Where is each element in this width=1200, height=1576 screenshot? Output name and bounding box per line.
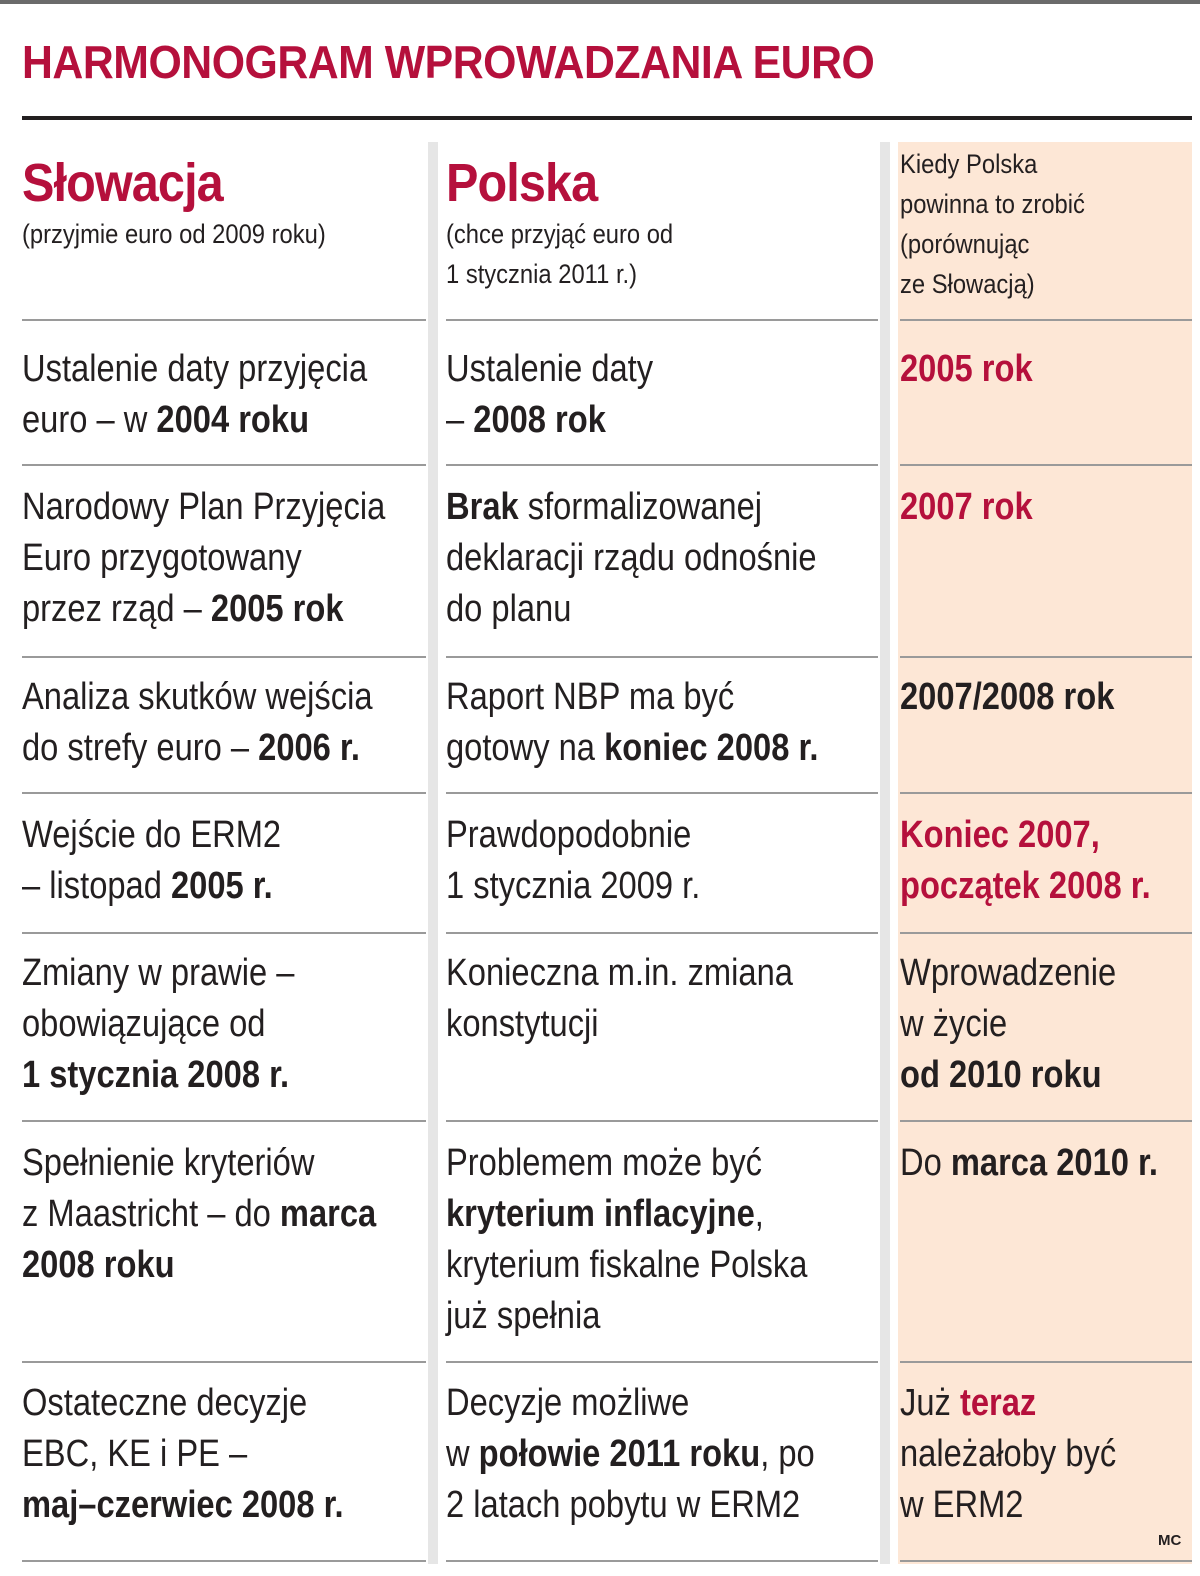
row-divider	[446, 932, 878, 934]
cell-line: 2007/2008 rok	[900, 676, 1115, 718]
cell-kiedy	[900, 948, 1192, 1101]
row-divider	[22, 464, 426, 466]
cell-line: Raport NBP ma być	[446, 676, 735, 718]
page-title: HARMONOGRAM WPROWADZANIA EURO	[22, 36, 875, 88]
cell-line: 1 stycznia 2008 r.	[22, 1054, 290, 1096]
row-divider	[900, 792, 1192, 794]
cell-line: 2007 rok	[900, 486, 1033, 528]
cell-line: kryterium fiskalne Polska	[446, 1244, 808, 1286]
row-divider	[22, 1361, 426, 1363]
cell-line: od 2010 roku	[900, 1054, 1102, 1096]
row-divider	[22, 932, 426, 934]
cell-line: 2008 roku	[22, 1244, 175, 1286]
row-divider	[900, 464, 1192, 466]
header-note-line: powinna to zrobić	[900, 189, 1085, 219]
cell-polska	[446, 1378, 878, 1531]
cell-slowacja	[22, 482, 426, 635]
cell-line: EBC, KE i PE –	[22, 1433, 248, 1475]
cell-kiedy	[900, 1378, 1192, 1531]
row-divider	[22, 656, 426, 658]
header-polska	[446, 152, 878, 294]
row-divider	[446, 464, 878, 466]
row-divider	[22, 792, 426, 794]
cell-polska	[446, 810, 878, 912]
row-divider	[446, 319, 878, 321]
column-separator	[428, 142, 438, 1564]
cell-slowacja	[22, 948, 426, 1101]
cell-line: Wejście do ERM2	[22, 814, 282, 856]
column-separator	[880, 142, 890, 1564]
cell-line: Narodowy Plan Przyjęcia	[22, 486, 386, 528]
row-divider	[22, 1560, 426, 1562]
cell-line: w życie	[900, 1003, 1008, 1045]
cell-line: z Maastricht – do marca	[22, 1193, 377, 1235]
cell-line: Już teraz	[900, 1382, 1037, 1424]
cell-line: Ustalenie daty	[446, 348, 654, 390]
country-name-polska: Polska	[446, 153, 598, 213]
cell-line: Spełnienie kryteriów	[22, 1142, 315, 1184]
cell-line: Konieczna m.in. zmiana	[446, 952, 793, 994]
header-sub-polska-line: 1 stycznia 2011 r.)	[446, 259, 638, 289]
cell-slowacja	[22, 810, 426, 912]
cell-line: początek 2008 r.	[900, 865, 1151, 907]
cell-line: Ostateczne decyzje	[22, 1382, 308, 1424]
cell-slowacja	[22, 1138, 426, 1291]
header-sub-polska-line: (chce przyjąć euro od	[446, 219, 674, 249]
cell-line: maj–czerwiec 2008 r.	[22, 1484, 344, 1526]
cell-slowacja	[22, 344, 426, 446]
cell-line: Prawdopodobnie	[446, 814, 692, 856]
row-divider	[446, 792, 878, 794]
row-divider	[900, 1120, 1192, 1122]
header-note-line: ze Słowacją)	[900, 269, 1035, 299]
cell-line: – listopad 2005 r.	[22, 865, 273, 907]
cell-line: euro – w 2004 roku	[22, 399, 310, 441]
cell-line: 1 stycznia 2009 r.	[446, 865, 701, 907]
header-kiedy	[900, 144, 1192, 304]
cell-line: Analiza skutków wejścia	[22, 676, 373, 718]
cell-line: Brak sformalizowanej	[446, 486, 763, 528]
cell-kiedy	[900, 672, 1192, 723]
header-note-line: Kiedy Polska	[900, 149, 1038, 179]
cell-line: należałoby być	[900, 1433, 1117, 1475]
cell-polska	[446, 482, 878, 635]
cell-slowacja	[22, 672, 426, 774]
cell-line: Wprowadzenie	[900, 952, 1117, 994]
header-sub-slowacja: (przyjmie euro od 2009 roku)	[22, 219, 326, 249]
cell-line: deklaracji rządu odnośnie	[446, 537, 817, 579]
row-divider	[446, 1120, 878, 1122]
header-slowacja	[22, 152, 426, 254]
header-note-line: (porównując	[900, 229, 1030, 259]
cell-slowacja	[22, 1378, 426, 1531]
cell-kiedy	[900, 344, 1192, 395]
cell-line: w ERM2	[900, 1484, 1024, 1526]
row-divider	[22, 1120, 426, 1122]
cell-line: 2 latach pobytu w ERM2	[446, 1484, 801, 1526]
cell-line: 2005 rok	[900, 348, 1033, 390]
cell-line: – 2008 rok	[446, 399, 606, 441]
row-divider	[900, 932, 1192, 934]
row-divider	[900, 656, 1192, 658]
cell-line: Zmiany w prawie –	[22, 952, 295, 994]
row-divider	[446, 1361, 878, 1363]
cell-kiedy	[900, 482, 1192, 533]
row-divider	[900, 319, 1192, 321]
cell-polska	[446, 672, 878, 774]
author-credit: MC	[1158, 1532, 1182, 1549]
cell-line: przez rząd – 2005 rok	[22, 588, 344, 630]
cell-line: Decyzje możliwe	[446, 1382, 690, 1424]
cell-polska	[446, 344, 878, 446]
cell-line: obowiązujące od	[22, 1003, 266, 1045]
cell-line: do planu	[446, 588, 572, 630]
cell-line: w połowie 2011 roku, po	[446, 1433, 815, 1475]
cell-line: konstytucji	[446, 1003, 599, 1045]
top-rule	[0, 0, 1200, 4]
cell-line: już spełnia	[446, 1295, 601, 1337]
row-divider	[22, 319, 426, 321]
row-divider	[446, 656, 878, 658]
cell-line: Koniec 2007,	[900, 814, 1100, 856]
cell-line: gotowy na koniec 2008 r.	[446, 727, 819, 769]
title-rule	[22, 116, 1192, 120]
cell-polska	[446, 948, 878, 1050]
row-divider	[900, 1560, 1192, 1562]
cell-polska	[446, 1138, 878, 1342]
row-divider	[446, 1560, 878, 1562]
cell-kiedy	[900, 810, 1192, 912]
cell-kiedy	[900, 1138, 1192, 1189]
country-name-slowacja: Słowacja	[22, 153, 223, 213]
cell-line: Ustalenie daty przyjęcia	[22, 348, 368, 390]
cell-line: Problemem może być	[446, 1142, 763, 1184]
cell-line: Euro przygotowany	[22, 537, 302, 579]
row-divider	[900, 1361, 1192, 1363]
cell-line: do strefy euro – 2006 r.	[22, 727, 360, 769]
cell-line: Do marca 2010 r.	[900, 1142, 1159, 1184]
cell-line: kryterium inflacyjne,	[446, 1193, 764, 1235]
